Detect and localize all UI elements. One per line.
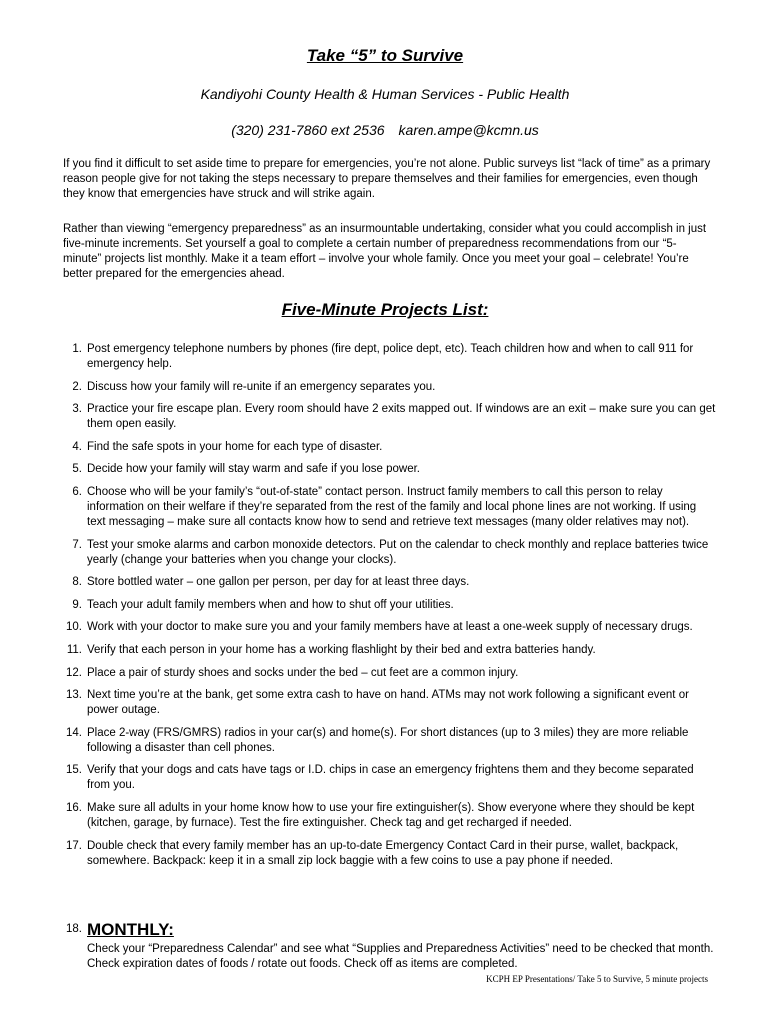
list-item-text: Choose who will be your family’s “out-of-state” contact person. Instruct family members to call this person to relay information on their welfare if they’re separated from the rest of the family and local phone lines are not working. If using text messaging – make sure all contacts know how to send and retrieve text messages (many older relatives may not).	[87, 485, 697, 528]
list-item-number: 17.	[66, 839, 82, 852]
list-item-number: 9.	[72, 598, 82, 611]
list-item	[0, 763, 770, 793]
list-item-number: 1.	[72, 343, 82, 355]
list-item-text: Double check that every family member has an up-to-date Emergency Contact Card in their purse, wallet, backpack, somewhere. Backpack: keep it in a small zip lock baggie with a few coins to use a pay phone if needed.	[87, 839, 679, 867]
list-item-number: 6.	[72, 485, 82, 498]
list-item-number: 10.	[66, 621, 82, 634]
intro-paragraph-2: Rather than viewing “emergency preparedness” as an insurmountable undertaking, consider what you could accomplish in just five-minute increments. Set yourself a goal to complete a certain number of preparedness recommendations from our “5-minute” projects list monthly. Make it a team effort – involve your whole family. Once you meet your goal – celebrate! You’re better prepared for the emergencies ahead.	[63, 223, 707, 280]
list-item	[0, 380, 770, 395]
contact-line	[0, 122, 770, 138]
monthly-heading: MONTHLY:	[87, 920, 174, 939]
projects-list-title: Five-Minute Projects List:	[281, 300, 489, 319]
list-item	[0, 440, 770, 455]
document-title: Take “5” to Survive	[306, 46, 464, 65]
list-item-text: Practice your fire escape plan. Every room should have 2 exits mapped out. If windows are an exit – make sure you can get them open easily.	[87, 403, 716, 431]
list-item-text: Place 2-way (FRS/GMRS) radios in your car(s) and home(s). For short distances (up to 3 miles) they are more reliable following a disaster than cell phones.	[87, 726, 689, 754]
list-item	[0, 538, 770, 568]
list-item-number: 15.	[66, 764, 82, 777]
list-item-text: Make sure all adults in your home know how to use your fire extinguisher(s). Show everyone where they should be kept (kitchen, garage, by furnace). Test the fire extinguisher. Check tag and get recharged if needed.	[87, 801, 695, 829]
email-address: karen.ampe@kcmn.us	[398, 122, 539, 138]
monthly-text: Check your “Preparedness Calendar” and see what “Supplies and Preparedness Activities” need to be checked that month. Check expiration dates of foods / rotate out foods. Check off as items are completed.	[87, 943, 714, 970]
list-item-number: 12.	[66, 666, 82, 679]
list-item-number: 16.	[66, 801, 82, 814]
list-item	[0, 643, 770, 658]
list-item	[0, 575, 770, 590]
list-item-number: 7.	[72, 538, 82, 551]
list-item-text: Verify that your dogs and cats have tags or I.D. chips in case an emergency frightens them and they become separated from you.	[87, 764, 694, 792]
list-item-text: Discuss how your family will re-unite if an emergency separates you.	[87, 380, 436, 393]
intro-paragraph-1: If you find it difficult to set aside time to prepare for emergencies, you’re not alone. Public surveys list “lack of time” as a primary reason people give for not taking the steps necessary to prepare themselves and their families for emergencies, even though they know that emergencies have struck and will strike again.	[63, 158, 711, 200]
list-item	[0, 726, 770, 756]
list-item-text: Next time you’re at the bank, get some extra cash to have on hand. ATMs may not work following a significant event or power outage.	[87, 689, 689, 717]
list-item-text: Post emergency telephone numbers by phones (fire dept, police dept, etc). Teach children how and when to call 911 for emergency help.	[87, 343, 694, 370]
list-item-number: 13.	[66, 689, 82, 702]
list-item-number: 3.	[72, 403, 82, 416]
list-item-number: 8.	[72, 576, 82, 589]
list-item	[0, 402, 770, 432]
list-item	[0, 598, 770, 613]
list-item-number: 14.	[66, 726, 82, 739]
phone-number: (320) 231-7860 ext 2536	[231, 122, 385, 138]
list-item	[0, 342, 770, 372]
page-footer: KCPH EP Presentations/ Take 5 to Survive, 5 minute projects	[486, 974, 708, 984]
list-item	[0, 620, 770, 635]
list-item-number: 11.	[66, 643, 82, 656]
list-item	[0, 462, 770, 477]
list-item	[0, 801, 770, 831]
list-item-number: 2.	[72, 380, 82, 393]
projects-list	[0, 342, 770, 876]
list-item-text: Work with your doctor to make sure you and your family members have at least a one-week supply of necessary drugs.	[87, 621, 693, 634]
list-item	[0, 485, 770, 530]
list-item-number: 4.	[72, 440, 82, 453]
list-item-number: 18.	[66, 923, 82, 935]
list-item	[0, 839, 770, 869]
list-item	[0, 688, 770, 718]
list-item-text: Test your smoke alarms and carbon monoxide detectors. Put on the calendar to check monthly and replace batteries twice yearly (change your batteries when you change your clocks).	[87, 538, 709, 566]
list-item-text: Decide how your family will stay warm and safe if you lose power.	[87, 463, 421, 476]
list-item-text: Teach your adult family members when and how to shut off your utilities.	[87, 598, 454, 611]
list-item-number: 5.	[72, 463, 82, 476]
list-item-text: Place a pair of sturdy shoes and socks under the bed – cut feet are a common injury.	[87, 666, 519, 679]
list-item	[0, 666, 770, 681]
list-item-text: Find the safe spots in your home for each type of disaster.	[87, 440, 383, 453]
list-item-text: Verify that each person in your home has a working flashlight by their bed and extra batteries handy.	[87, 643, 596, 656]
list-item-text: Store bottled water – one gallon per person, per day for at least three days.	[87, 576, 470, 589]
organization-name: Kandiyohi County Health & Human Services - Public Health	[200, 86, 570, 102]
